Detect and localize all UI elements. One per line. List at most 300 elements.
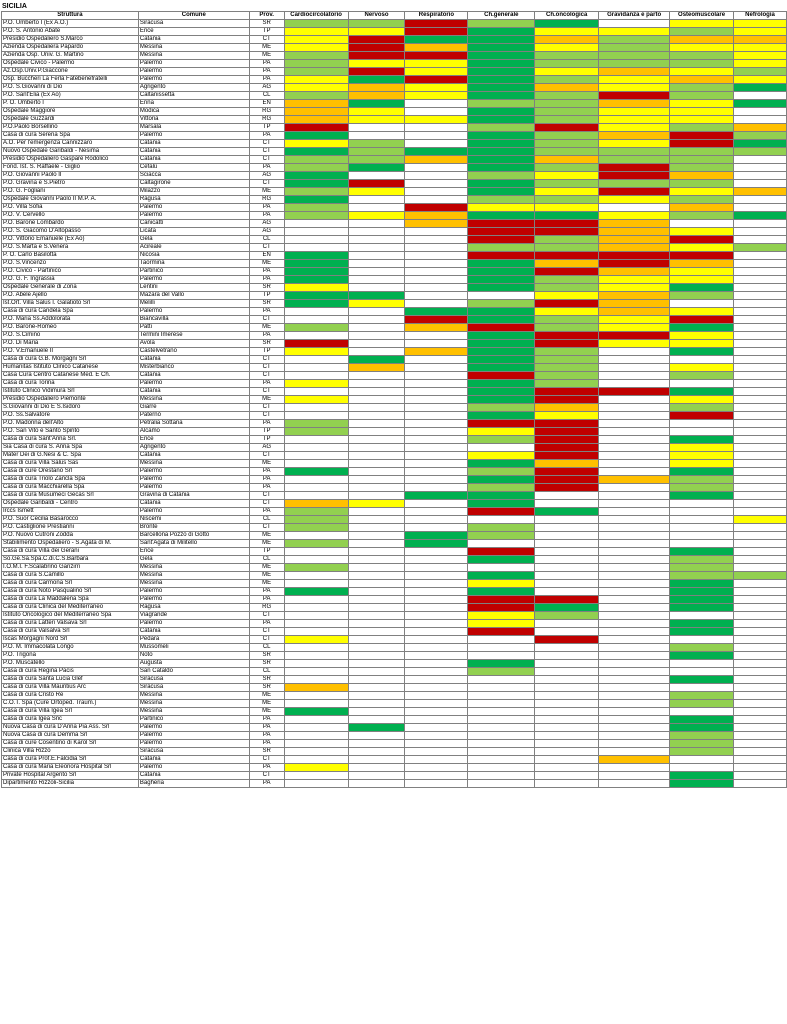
gravidanza-parto-rating-cell — [599, 396, 670, 404]
nefrologia-rating-cell — [734, 412, 787, 420]
prov-cell: ME — [249, 260, 284, 268]
nervoso-rating-cell — [348, 188, 405, 196]
nervoso-rating-cell — [348, 556, 405, 564]
respiratorio-rating-cell — [405, 20, 468, 28]
nefrologia-rating-cell — [734, 596, 787, 604]
cardiocircolatorio-rating-cell — [284, 524, 348, 532]
nervoso-rating-cell — [348, 236, 405, 244]
nervoso-rating-cell — [348, 468, 405, 476]
cardiocircolatorio-rating-cell — [284, 452, 348, 460]
cardiocircolatorio-rating-cell — [284, 604, 348, 612]
ch-oncologica-rating-cell — [535, 780, 599, 788]
gravidanza-parto-rating-cell — [599, 420, 670, 428]
respiratorio-rating-cell — [405, 676, 468, 684]
osteomuscolare-rating-cell — [670, 524, 734, 532]
ch-oncologica-rating-cell — [535, 84, 599, 92]
comune-cell: Palermo — [138, 732, 249, 740]
ch-generale-rating-cell — [468, 612, 535, 620]
comune-cell: Catania — [138, 140, 249, 148]
col-header-nefrologia: Nefrologia — [734, 12, 787, 20]
nervoso-rating-cell — [348, 692, 405, 700]
struttura-cell: Istituto Clinico Vidimura Srl — [2, 388, 139, 396]
cardiocircolatorio-rating-cell — [284, 164, 348, 172]
ch-oncologica-rating-cell — [535, 596, 599, 604]
cardiocircolatorio-rating-cell — [284, 204, 348, 212]
osteomuscolare-rating-cell — [670, 76, 734, 84]
gravidanza-parto-rating-cell — [599, 276, 670, 284]
comune-cell: Gela — [138, 556, 249, 564]
table-row — [2, 684, 787, 692]
osteomuscolare-rating-cell — [670, 380, 734, 388]
cardiocircolatorio-rating-cell — [284, 340, 348, 348]
osteomuscolare-rating-cell — [670, 748, 734, 756]
respiratorio-rating-cell — [405, 756, 468, 764]
ch-oncologica-rating-cell — [535, 292, 599, 300]
gravidanza-parto-rating-cell — [599, 252, 670, 260]
nervoso-rating-cell — [348, 412, 405, 420]
gravidanza-parto-rating-cell — [599, 348, 670, 356]
ch-oncologica-rating-cell — [535, 740, 599, 748]
nefrologia-rating-cell — [734, 108, 787, 116]
ch-generale-rating-cell — [468, 420, 535, 428]
nervoso-rating-cell — [348, 260, 405, 268]
table-row — [2, 196, 787, 204]
prov-cell: PA — [249, 732, 284, 740]
osteomuscolare-rating-cell — [670, 244, 734, 252]
ch-generale-rating-cell — [468, 700, 535, 708]
respiratorio-rating-cell — [405, 596, 468, 604]
ch-generale-rating-cell — [468, 580, 535, 588]
respiratorio-rating-cell — [405, 604, 468, 612]
table-row — [2, 92, 787, 100]
ch-oncologica-rating-cell — [535, 548, 599, 556]
nervoso-rating-cell — [348, 204, 405, 212]
table-row — [2, 396, 787, 404]
prov-cell: CT — [249, 36, 284, 44]
comune-cell: Alcamo — [138, 428, 249, 436]
prov-cell: CT — [249, 316, 284, 324]
ch-oncologica-rating-cell — [535, 604, 599, 612]
gravidanza-parto-rating-cell — [599, 364, 670, 372]
prov-cell: PA — [249, 204, 284, 212]
comune-cell: Messina — [138, 580, 249, 588]
ch-generale-rating-cell — [468, 644, 535, 652]
comune-cell: Petralia Sottana — [138, 420, 249, 428]
respiratorio-rating-cell — [405, 580, 468, 588]
ch-oncologica-rating-cell — [535, 676, 599, 684]
nervoso-rating-cell — [348, 756, 405, 764]
gravidanza-parto-rating-cell — [599, 508, 670, 516]
cardiocircolatorio-rating-cell — [284, 292, 348, 300]
gravidanza-parto-rating-cell — [599, 268, 670, 276]
osteomuscolare-rating-cell — [670, 252, 734, 260]
ch-oncologica-rating-cell — [535, 140, 599, 148]
nervoso-rating-cell — [348, 100, 405, 108]
osteomuscolare-rating-cell — [670, 292, 734, 300]
prov-cell: ME — [249, 572, 284, 580]
ch-oncologica-rating-cell — [535, 708, 599, 716]
gravidanza-parto-rating-cell — [599, 556, 670, 564]
cardiocircolatorio-rating-cell — [284, 428, 348, 436]
gravidanza-parto-rating-cell — [599, 580, 670, 588]
comune-cell: Palermo — [138, 68, 249, 76]
cardiocircolatorio-rating-cell — [284, 388, 348, 396]
cardiocircolatorio-rating-cell — [284, 556, 348, 564]
cardiocircolatorio-rating-cell — [284, 668, 348, 676]
cardiocircolatorio-rating-cell — [284, 316, 348, 324]
comune-cell: Messina — [138, 692, 249, 700]
table-row — [2, 236, 787, 244]
comune-cell: Gravina di Catania — [138, 492, 249, 500]
gravidanza-parto-rating-cell — [599, 604, 670, 612]
table-row — [2, 756, 787, 764]
ch-generale-rating-cell — [468, 436, 535, 444]
ch-generale-rating-cell — [468, 300, 535, 308]
prov-cell: ME — [249, 708, 284, 716]
respiratorio-rating-cell — [405, 212, 468, 220]
comune-cell: Termini Imerese — [138, 332, 249, 340]
nefrologia-rating-cell — [734, 220, 787, 228]
respiratorio-rating-cell — [405, 380, 468, 388]
nervoso-rating-cell — [348, 420, 405, 428]
prov-cell: SR — [249, 284, 284, 292]
struttura-cell: P.O. V. Cervello — [2, 212, 139, 220]
ch-oncologica-rating-cell — [535, 52, 599, 60]
ch-oncologica-rating-cell — [535, 372, 599, 380]
respiratorio-rating-cell — [405, 428, 468, 436]
gravidanza-parto-rating-cell — [599, 108, 670, 116]
nervoso-rating-cell — [348, 684, 405, 692]
respiratorio-rating-cell — [405, 292, 468, 300]
respiratorio-rating-cell — [405, 300, 468, 308]
cardiocircolatorio-rating-cell — [284, 108, 348, 116]
ch-generale-rating-cell — [468, 172, 535, 180]
gravidanza-parto-rating-cell — [599, 572, 670, 580]
table-row — [2, 468, 787, 476]
nervoso-rating-cell — [348, 20, 405, 28]
cardiocircolatorio-rating-cell — [284, 380, 348, 388]
nefrologia-rating-cell — [734, 444, 787, 452]
cardiocircolatorio-rating-cell — [284, 100, 348, 108]
osteomuscolare-rating-cell — [670, 516, 734, 524]
ch-generale-rating-cell — [468, 428, 535, 436]
table-row — [2, 284, 787, 292]
ch-oncologica-rating-cell — [535, 252, 599, 260]
cardiocircolatorio-rating-cell — [284, 132, 348, 140]
ch-generale-rating-cell — [468, 460, 535, 468]
osteomuscolare-rating-cell — [670, 300, 734, 308]
ch-oncologica-rating-cell — [535, 180, 599, 188]
nefrologia-rating-cell — [734, 164, 787, 172]
respiratorio-rating-cell — [405, 388, 468, 396]
cardiocircolatorio-rating-cell — [284, 716, 348, 724]
gravidanza-parto-rating-cell — [599, 684, 670, 692]
ch-generale-rating-cell — [468, 244, 535, 252]
respiratorio-rating-cell — [405, 108, 468, 116]
gravidanza-parto-rating-cell — [599, 564, 670, 572]
struttura-cell: Casa Cura Centro Catanese Med. E Ch. — [2, 372, 139, 380]
osteomuscolare-rating-cell — [670, 716, 734, 724]
comune-cell: Palermo — [138, 380, 249, 388]
osteomuscolare-rating-cell — [670, 500, 734, 508]
ch-generale-rating-cell — [468, 476, 535, 484]
ch-generale-rating-cell — [468, 140, 535, 148]
table-row — [2, 100, 787, 108]
respiratorio-rating-cell — [405, 628, 468, 636]
nervoso-rating-cell — [348, 660, 405, 668]
osteomuscolare-rating-cell — [670, 532, 734, 540]
struttura-cell: Casa di cura Igea Snc — [2, 716, 139, 724]
gravidanza-parto-rating-cell — [599, 548, 670, 556]
prov-cell: SR — [249, 684, 284, 692]
prov-cell: CT — [249, 612, 284, 620]
ch-oncologica-rating-cell — [535, 716, 599, 724]
prov-cell: CL — [249, 668, 284, 676]
ch-oncologica-rating-cell — [535, 196, 599, 204]
prov-cell: CT — [249, 404, 284, 412]
prov-cell: PA — [249, 380, 284, 388]
struttura-cell: Az.Osp.Univ.P.Giaccone — [2, 68, 139, 76]
prov-cell: ME — [249, 580, 284, 588]
nefrologia-rating-cell — [734, 324, 787, 332]
nefrologia-rating-cell — [734, 772, 787, 780]
osteomuscolare-rating-cell — [670, 644, 734, 652]
osteomuscolare-rating-cell — [670, 140, 734, 148]
nefrologia-rating-cell — [734, 364, 787, 372]
table-row — [2, 500, 787, 508]
struttura-cell: Ospedale Civico - Palermo — [2, 60, 139, 68]
struttura-cell: Casa di cura Maria Eleonora Hospital Srl — [2, 764, 139, 772]
nervoso-rating-cell — [348, 316, 405, 324]
gravidanza-parto-rating-cell — [599, 612, 670, 620]
table-row — [2, 316, 787, 324]
prov-cell: AG — [249, 84, 284, 92]
ch-oncologica-rating-cell — [535, 564, 599, 572]
comune-cell: Enna — [138, 100, 249, 108]
table-row — [2, 44, 787, 52]
struttura-cell: P.O. Ss.Salvatore — [2, 412, 139, 420]
respiratorio-rating-cell — [405, 244, 468, 252]
osteomuscolare-rating-cell — [670, 36, 734, 44]
nefrologia-rating-cell — [734, 644, 787, 652]
prov-cell: CT — [249, 412, 284, 420]
table-row — [2, 564, 787, 572]
gravidanza-parto-rating-cell — [599, 676, 670, 684]
nervoso-rating-cell — [348, 164, 405, 172]
osteomuscolare-rating-cell — [670, 260, 734, 268]
respiratorio-rating-cell — [405, 780, 468, 788]
table-row — [2, 668, 787, 676]
prov-cell: TP — [249, 124, 284, 132]
osteomuscolare-rating-cell — [670, 404, 734, 412]
nervoso-rating-cell — [348, 732, 405, 740]
cardiocircolatorio-rating-cell — [284, 764, 348, 772]
ch-oncologica-rating-cell — [535, 652, 599, 660]
cardiocircolatorio-rating-cell — [284, 92, 348, 100]
ch-oncologica-rating-cell — [535, 540, 599, 548]
ch-generale-rating-cell — [468, 148, 535, 156]
gravidanza-parto-rating-cell — [599, 180, 670, 188]
nervoso-rating-cell — [348, 364, 405, 372]
ch-oncologica-rating-cell — [535, 60, 599, 68]
respiratorio-rating-cell — [405, 548, 468, 556]
nefrologia-rating-cell — [734, 572, 787, 580]
ch-generale-rating-cell — [468, 660, 535, 668]
ch-generale-rating-cell — [468, 276, 535, 284]
nefrologia-rating-cell — [734, 756, 787, 764]
gravidanza-parto-rating-cell — [599, 212, 670, 220]
table-row — [2, 660, 787, 668]
table-row — [2, 204, 787, 212]
ch-oncologica-rating-cell — [535, 236, 599, 244]
cardiocircolatorio-rating-cell — [284, 212, 348, 220]
prov-cell: PA — [249, 276, 284, 284]
respiratorio-rating-cell — [405, 484, 468, 492]
nefrologia-rating-cell — [734, 620, 787, 628]
ch-generale-rating-cell — [468, 748, 535, 756]
nervoso-rating-cell — [348, 300, 405, 308]
ch-generale-rating-cell — [468, 180, 535, 188]
nefrologia-rating-cell — [734, 668, 787, 676]
ch-generale-rating-cell — [468, 548, 535, 556]
ch-generale-rating-cell — [468, 92, 535, 100]
comune-cell: Catania — [138, 36, 249, 44]
gravidanza-parto-rating-cell — [599, 428, 670, 436]
struttura-cell: Casa di cura Prof.E.Falcidia Srl — [2, 756, 139, 764]
table-row — [2, 540, 787, 548]
col-header-struttura: Struttura — [2, 12, 139, 20]
ch-generale-rating-cell — [468, 76, 535, 84]
prov-cell: TP — [249, 292, 284, 300]
nefrologia-rating-cell — [734, 740, 787, 748]
ch-oncologica-rating-cell — [535, 188, 599, 196]
comune-cell: Mussomeli — [138, 644, 249, 652]
table-row — [2, 700, 787, 708]
ch-generale-rating-cell — [468, 196, 535, 204]
prov-cell: PA — [249, 508, 284, 516]
cardiocircolatorio-rating-cell — [284, 348, 348, 356]
nervoso-rating-cell — [348, 284, 405, 292]
ch-generale-rating-cell — [468, 468, 535, 476]
osteomuscolare-rating-cell — [670, 316, 734, 324]
table-row — [2, 268, 787, 276]
prov-cell: RG — [249, 196, 284, 204]
table-row — [2, 444, 787, 452]
struttura-cell: P. O. Carlo Basilotta — [2, 252, 139, 260]
ch-oncologica-rating-cell — [535, 572, 599, 580]
osteomuscolare-rating-cell — [670, 348, 734, 356]
ch-generale-rating-cell — [468, 268, 535, 276]
nefrologia-rating-cell — [734, 388, 787, 396]
struttura-cell: Casa di cura Torina — [2, 380, 139, 388]
osteomuscolare-rating-cell — [670, 756, 734, 764]
osteomuscolare-rating-cell — [670, 556, 734, 564]
nefrologia-rating-cell — [734, 460, 787, 468]
comune-cell: Viagrande — [138, 612, 249, 620]
struttura-cell: Casa di cura Noto Pasqualino Srl — [2, 588, 139, 596]
struttura-cell: Dipartimento Rizzoli-Sicilia — [2, 780, 139, 788]
nefrologia-rating-cell — [734, 148, 787, 156]
nervoso-rating-cell — [348, 644, 405, 652]
table-row — [2, 732, 787, 740]
struttura-cell: Sia Casa di cura S. Anna Spa — [2, 444, 139, 452]
ch-oncologica-rating-cell — [535, 452, 599, 460]
respiratorio-rating-cell — [405, 420, 468, 428]
respiratorio-rating-cell — [405, 468, 468, 476]
cardiocircolatorio-rating-cell — [284, 412, 348, 420]
nefrologia-rating-cell — [734, 84, 787, 92]
cardiocircolatorio-rating-cell — [284, 620, 348, 628]
cardiocircolatorio-rating-cell — [284, 84, 348, 92]
ch-oncologica-rating-cell — [535, 132, 599, 140]
struttura-cell: P.O. Sant'Elia (Ex Ao) — [2, 92, 139, 100]
osteomuscolare-rating-cell — [670, 452, 734, 460]
nefrologia-rating-cell — [734, 652, 787, 660]
nefrologia-rating-cell — [734, 692, 787, 700]
struttura-cell: Mater Dei di G.Nesi & C. Spa — [2, 452, 139, 460]
gravidanza-parto-rating-cell — [599, 100, 670, 108]
ch-oncologica-rating-cell — [535, 436, 599, 444]
ch-generale-rating-cell — [468, 28, 535, 36]
struttura-cell: C.O.T. Spa (Cure Ortoped. Traum.) — [2, 700, 139, 708]
table-row — [2, 28, 787, 36]
cardiocircolatorio-rating-cell — [284, 52, 348, 60]
col-header-respiratorio: Respiratorio — [405, 12, 468, 20]
table-row — [2, 748, 787, 756]
ch-generale-rating-cell — [468, 68, 535, 76]
nervoso-rating-cell — [348, 540, 405, 548]
nefrologia-rating-cell — [734, 252, 787, 260]
comune-cell: Catania — [138, 372, 249, 380]
ch-generale-rating-cell — [468, 444, 535, 452]
osteomuscolare-rating-cell — [670, 732, 734, 740]
ch-generale-rating-cell — [468, 36, 535, 44]
gravidanza-parto-rating-cell — [599, 660, 670, 668]
prov-cell: ME — [249, 44, 284, 52]
prov-cell: CT — [249, 244, 284, 252]
prov-cell: SR — [249, 748, 284, 756]
ch-oncologica-rating-cell — [535, 68, 599, 76]
nefrologia-rating-cell — [734, 452, 787, 460]
osteomuscolare-rating-cell — [670, 164, 734, 172]
table-row — [2, 348, 787, 356]
prov-cell: CT — [249, 148, 284, 156]
struttura-cell: P.O. Civico - Partinico — [2, 268, 139, 276]
comune-cell: Palermo — [138, 724, 249, 732]
cardiocircolatorio-rating-cell — [284, 596, 348, 604]
cardiocircolatorio-rating-cell — [284, 572, 348, 580]
col-header-nervoso: Nervoso — [348, 12, 405, 20]
ch-generale-rating-cell — [468, 364, 535, 372]
gravidanza-parto-rating-cell — [599, 644, 670, 652]
table-row — [2, 772, 787, 780]
nervoso-rating-cell — [348, 92, 405, 100]
respiratorio-rating-cell — [405, 452, 468, 460]
nervoso-rating-cell — [348, 228, 405, 236]
table-row — [2, 636, 787, 644]
gravidanza-parto-rating-cell — [599, 532, 670, 540]
table-row — [2, 380, 787, 388]
nefrologia-rating-cell — [734, 476, 787, 484]
gravidanza-parto-rating-cell — [599, 300, 670, 308]
prov-cell: ME — [249, 396, 284, 404]
osteomuscolare-rating-cell — [670, 172, 734, 180]
nervoso-rating-cell — [348, 428, 405, 436]
ch-generale-rating-cell — [468, 260, 535, 268]
respiratorio-rating-cell — [405, 700, 468, 708]
respiratorio-rating-cell — [405, 340, 468, 348]
struttura-cell: P.O. Trigona — [2, 652, 139, 660]
